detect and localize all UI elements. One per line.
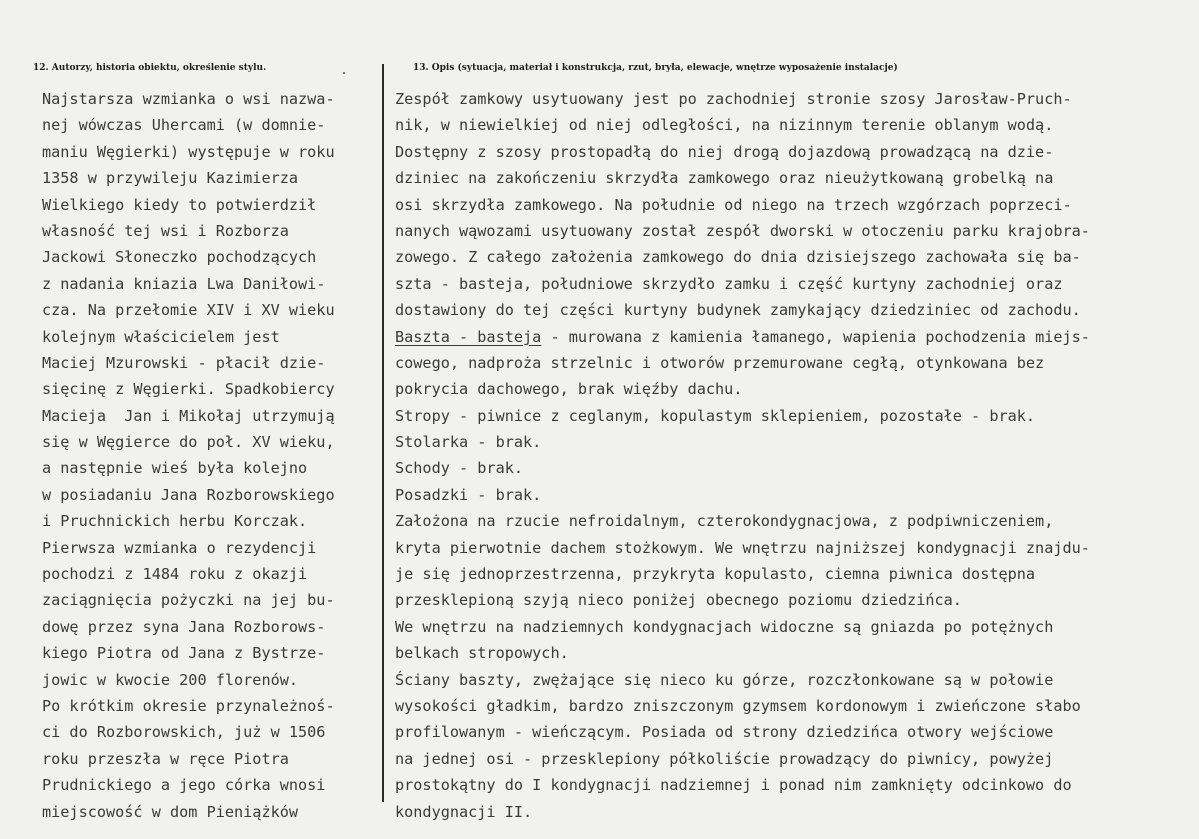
history-text-line: Prudnickiego a jego córka wnosi xyxy=(42,776,326,795)
basteja-heading: Baszta - basteja xyxy=(395,327,542,346)
history-text-line: miejscowość w dom Pieniążków xyxy=(42,802,299,821)
description-text-line: dziniec na zakończeniu skrzydła zamkowego oraz nieużytkowaną grobelką na xyxy=(395,169,1054,188)
basteja-description: - murowana z kamienia łamanego, wapienia pochodzenia miejs- xyxy=(541,327,1090,346)
history-text-line: roku przeszła w ręce Piotra xyxy=(42,749,289,768)
description-text-line: cowego, nadproża strzelnic i otworów przemurowane cegłą, otynkowana bez xyxy=(395,353,1045,372)
description-text-line: kryta pierwotnie dachem stożkowym. We wnętrzu najniższej kondygnacji znajdu- xyxy=(395,538,1090,557)
history-text-line: kiego Piotra od Jana z Bystrze- xyxy=(42,644,326,663)
description-text-line: Posadzki - brak. xyxy=(395,485,542,504)
description-text-line: Schody - brak. xyxy=(395,459,524,478)
description-text-line: nanych wąwozami usytuowany został zespół dworski w otoczeniu parku krajobra- xyxy=(395,221,1090,240)
stray-mark xyxy=(343,72,345,74)
history-text-line: Pierwsza wzmianka o rezydencji xyxy=(42,538,317,557)
history-text-line: dowę przez syna Jana Rozborows- xyxy=(42,617,326,636)
history-text-line: ci do Rozborowskich, już w 1506 xyxy=(42,723,326,742)
history-text-line: Jackowi Słoneczko pochodzących xyxy=(42,248,317,267)
description-text-line: Dostępny z szosy prostopadłą do niej drogą dojazdową prowadzącą na dzie- xyxy=(395,142,1054,161)
description-text-line: Ściany baszty, zwężające się nieco ku górze, rozczłonkowane są w połowie xyxy=(395,670,1054,689)
history-column xyxy=(42,86,372,825)
description-text-line: Zespół zamkowy usytuowany jest po zachodniej stronie szosy Jarosław-Pruch- xyxy=(395,90,1072,108)
history-text-line: Macieja Jan i Mikołaj utrzymują xyxy=(42,406,335,425)
history-text-line: Maciej Mzurowski - płacił dzie- xyxy=(42,353,326,372)
history-text-line: w posiadaniu Jana Rozborowskiego xyxy=(42,485,335,504)
history-text-line: jowic w kwocie 200 florenów. xyxy=(42,670,299,689)
description-text-line: kondygnacji II. xyxy=(395,802,533,821)
description-text-line: profilowanym - wieńczącym. Posiada od strony dziedzińca otwory wejściowe xyxy=(395,723,1054,742)
description-text-line xyxy=(395,324,1165,350)
history-text-line: się w Węgierce do poł. XV wieku, xyxy=(42,433,335,452)
history-text-line: własność tej wsi i Rozborza xyxy=(42,221,289,240)
description-text-line: Założona na rzucie nefroidalnym, czterokondygnacjowa, z podpiwniczeniem, xyxy=(395,512,1054,531)
description-column xyxy=(395,86,1165,825)
history-text-line: maniu Węgierki) występuje w roku xyxy=(42,142,335,161)
description-text-line: dostawiony do tej części kurtyny budynek zamykający dziedziniec od zachodu. xyxy=(395,301,1081,320)
description-text-line: na jednej osi - przesklepiony półkoliście prowadzący do piwnicy, powyżej xyxy=(395,749,1054,768)
description-text-line: Stolarka - brak. xyxy=(395,433,542,452)
section-13-header: 13. Opis (sytuacja, materiał i konstrukcja, rzut, bryła, elewacje, wnętrze wyposażenie instalacje) xyxy=(413,63,898,73)
section-12-header: 12. Autorzy, historia obiektu, określenie stylu. xyxy=(33,63,267,73)
description-text-line: przesklepioną szyją nieco poniżej obecnego poziomu dziedzińca. xyxy=(395,591,962,610)
history-text-line: sięcinę z Węgierki. Spadkobiercy xyxy=(42,380,335,399)
description-text-line: belkach stropowych. xyxy=(395,644,569,663)
description-text-line: We wnętrzu na nadziemnych kondygnacjach widoczne są gniazda po potężnych xyxy=(395,617,1054,636)
column-divider xyxy=(382,64,384,802)
history-text-line: i Pruchnickich herbu Korczak. xyxy=(42,512,308,531)
history-text-line: z nadania kniazia Lwa Daniłowi- xyxy=(42,274,326,293)
history-text-line: cza. Na przełomie XIV i XV wieku xyxy=(42,301,335,320)
history-text-line: zaciągnięcia pożyczki na jej bu- xyxy=(42,591,335,610)
history-text-line: Wielkiego kiedy to potwierdził xyxy=(42,195,317,214)
history-text-line: a następnie wieś była kolejno xyxy=(42,459,308,478)
description-text-line: osi skrzydła zamkowego. Na południe od niego na trzech wzgórzach poprzeci- xyxy=(395,195,1072,214)
description-text-line: szta - basteja, południowe skrzydło zamku i część kurtyny zachodniej oraz xyxy=(395,274,1063,293)
description-text-line: wysokości gładkim, bardzo zniszczonym gzymsem kordonowym i zwieńczone słabo xyxy=(395,696,1081,715)
history-text-line: kolejnym właścicielem jest xyxy=(42,327,280,346)
description-text-line: je się jednoprzestrzenna, przykryta kopulasto, ciemna piwnica dostępna xyxy=(395,565,1036,584)
history-text-line: nej wówczas Uhercami (w domnie- xyxy=(42,116,326,135)
history-text-line: Najstarsza wzmianka o wsi nazwa- xyxy=(42,90,335,108)
description-text-line: Stropy - piwnice z ceglanym, kopulastym sklepieniem, pozostałe - brak. xyxy=(395,406,1036,425)
description-text-line: pokrycia dachowego, brak więźby dachu. xyxy=(395,380,743,399)
description-text-line: nik, w niewielkiej od niej odległości, na nizinnym terenie oblanym wodą. xyxy=(395,116,1054,135)
history-text-line: pochodzi z 1484 roku z okazji xyxy=(42,565,308,584)
description-text-line: zowego. Z całego założenia zamkowego do dnia dzisiejszego zachowała się ba- xyxy=(395,248,1081,267)
history-text-line: Po krótkim okresie przynależnoś- xyxy=(42,696,335,715)
history-text-line: 1358 w przywileju Kazimierza xyxy=(42,169,299,188)
description-text-line: prostokątny do I kondygnacji nadziemnej i ponad nim zamknięty odcinkowo do xyxy=(395,776,1072,795)
